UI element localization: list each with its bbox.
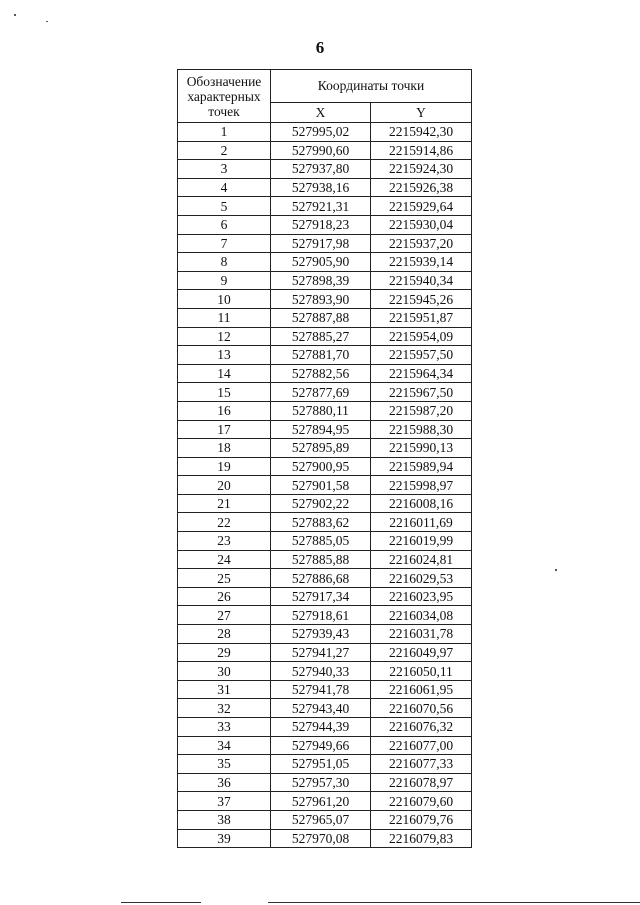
point-cell: 7 [178,234,271,253]
table-row [178,290,472,309]
table-row [178,123,472,142]
point-cell: 18 [178,439,271,458]
x-cell: 527885,27 [271,327,371,346]
y-cell: 2216078,97 [371,773,472,792]
table-row [178,736,472,755]
designation-header: Обозначение характерных точек [178,70,271,123]
y-cell: 2215914,86 [371,141,472,160]
x-cell: 527949,66 [271,736,371,755]
y-cell: 2215924,30 [371,160,472,179]
point-cell: 20 [178,476,271,495]
table-row [178,197,472,216]
x-cell: 527965,07 [271,810,371,829]
point-cell: 22 [178,513,271,532]
x-cell: 527883,62 [271,513,371,532]
y-cell: 2216008,16 [371,494,472,513]
x-cell: 527938,16 [271,178,371,197]
table-row [178,327,472,346]
point-cell: 1 [178,123,271,142]
x-cell: 527887,88 [271,308,371,327]
point-cell: 24 [178,550,271,569]
y-cell: 2216061,95 [371,680,472,699]
table-row [178,494,472,513]
y-cell: 2216076,32 [371,718,472,737]
point-cell: 27 [178,606,271,625]
y-cell: 2216029,53 [371,569,472,588]
point-cell: 21 [178,494,271,513]
y-cell: 2216077,00 [371,736,472,755]
x-cell: 527894,95 [271,420,371,439]
x-cell: 527921,31 [271,197,371,216]
point-cell: 11 [178,308,271,327]
x-header: X [271,102,371,122]
table-row [178,587,472,606]
table-row [178,513,472,532]
point-cell: 5 [178,197,271,216]
x-cell: 527961,20 [271,792,371,811]
table-row [178,792,472,811]
table-row [178,364,472,383]
y-cell: 2215964,34 [371,364,472,383]
point-cell: 8 [178,253,271,272]
table-row [178,457,472,476]
table-row [178,829,472,848]
table-row [178,662,472,681]
point-cell: 34 [178,736,271,755]
table-row [178,420,472,439]
x-cell: 527900,95 [271,457,371,476]
point-cell: 23 [178,532,271,551]
table-row [178,253,472,272]
x-cell: 527937,80 [271,160,371,179]
x-cell: 527886,68 [271,569,371,588]
point-cell: 38 [178,810,271,829]
table-row [178,308,472,327]
point-cell: 32 [178,699,271,718]
table-row [178,215,472,234]
table-row [178,476,472,495]
x-cell: 527940,33 [271,662,371,681]
x-cell: 527939,43 [271,625,371,644]
x-cell: 527918,23 [271,215,371,234]
point-cell: 33 [178,718,271,737]
point-cell: 26 [178,587,271,606]
y-cell: 2215939,14 [371,253,472,272]
table-row [178,550,472,569]
point-cell: 9 [178,271,271,290]
y-cell: 2215929,64 [371,197,472,216]
y-cell: 2216011,69 [371,513,472,532]
y-cell: 2215967,50 [371,383,472,402]
table-row [178,680,472,699]
x-cell: 527880,11 [271,401,371,420]
y-cell: 2216079,76 [371,810,472,829]
table-row [178,755,472,774]
y-cell: 2215945,26 [371,290,472,309]
x-cell: 527995,02 [271,123,371,142]
x-cell: 527885,05 [271,532,371,551]
x-cell: 527957,30 [271,773,371,792]
point-cell: 17 [178,420,271,439]
y-cell: 2216024,81 [371,550,472,569]
table-row [178,569,472,588]
point-cell: 29 [178,643,271,662]
point-cell: 10 [178,290,271,309]
point-cell: 31 [178,680,271,699]
point-cell: 14 [178,364,271,383]
y-header: Y [371,102,472,122]
point-cell: 35 [178,755,271,774]
x-cell: 527905,90 [271,253,371,272]
point-cell: 3 [178,160,271,179]
y-cell: 2215989,94 [371,457,472,476]
table-row [178,346,472,365]
x-cell: 527902,22 [271,494,371,513]
bottom-rule [121,902,201,903]
table-row [178,439,472,458]
x-cell: 527901,58 [271,476,371,495]
point-cell: 2 [178,141,271,160]
table-row [178,383,472,402]
table-row [178,718,472,737]
y-cell: 2216049,97 [371,643,472,662]
y-cell: 2215930,04 [371,215,472,234]
table-row [178,699,472,718]
x-cell: 527970,08 [271,829,371,848]
point-cell: 6 [178,215,271,234]
table-body [178,123,472,848]
y-cell: 2216077,33 [371,755,472,774]
y-cell: 2215940,34 [371,271,472,290]
point-cell: 13 [178,346,271,365]
x-cell: 527944,39 [271,718,371,737]
x-cell: 527917,98 [271,234,371,253]
table-row [178,606,472,625]
x-cell: 527990,60 [271,141,371,160]
page-number: 6 [315,38,325,57]
table-row [178,271,472,290]
coordinates-header: Координаты точки [271,70,472,103]
point-cell: 12 [178,327,271,346]
y-cell: 2216034,08 [371,606,472,625]
point-cell: 25 [178,569,271,588]
y-cell: 2215937,20 [371,234,472,253]
x-cell: 527917,34 [271,587,371,606]
bottom-rule [268,902,640,903]
y-cell: 2215942,30 [371,123,472,142]
y-cell: 2215954,09 [371,327,472,346]
y-cell: 2215951,87 [371,308,472,327]
point-cell: 16 [178,401,271,420]
y-cell: 2216031,78 [371,625,472,644]
y-cell: 2215926,38 [371,178,472,197]
table-row [178,773,472,792]
y-cell: 2216079,83 [371,829,472,848]
x-cell: 527877,69 [271,383,371,402]
table-header-row [178,70,472,103]
y-cell: 2216050,11 [371,662,472,681]
point-cell: 30 [178,662,271,681]
x-cell: 527895,89 [271,439,371,458]
point-cell: 15 [178,383,271,402]
table-row [178,141,472,160]
x-cell: 527951,05 [271,755,371,774]
table-row [178,160,472,179]
table-row [178,178,472,197]
coordinates-table [177,69,472,848]
x-cell: 527898,39 [271,271,371,290]
x-cell: 527885,88 [271,550,371,569]
point-cell: 36 [178,773,271,792]
point-cell: 4 [178,178,271,197]
table-row [178,625,472,644]
x-cell: 527893,90 [271,290,371,309]
point-cell: 37 [178,792,271,811]
x-cell: 527943,40 [271,699,371,718]
y-cell: 2216023,95 [371,587,472,606]
x-cell: 527882,56 [271,364,371,383]
x-cell: 527881,70 [271,346,371,365]
table-row [178,532,472,551]
table-row [178,643,472,662]
point-cell: 19 [178,457,271,476]
y-cell: 2215987,20 [371,401,472,420]
y-cell: 2215990,13 [371,439,472,458]
y-cell: 2216070,56 [371,699,472,718]
x-cell: 527918,61 [271,606,371,625]
x-cell: 527941,27 [271,643,371,662]
table-row [178,401,472,420]
y-cell: 2215998,97 [371,476,472,495]
y-cell: 2215988,30 [371,420,472,439]
y-cell: 2215957,50 [371,346,472,365]
scan-speck [46,21,48,22]
y-cell: 2216019,99 [371,532,472,551]
point-cell: 39 [178,829,271,848]
point-cell: 28 [178,625,271,644]
y-cell: 2216079,60 [371,792,472,811]
scan-speck [14,14,16,16]
scan-speck [555,569,557,571]
table-row [178,810,472,829]
table-row [178,234,472,253]
x-cell: 527941,78 [271,680,371,699]
